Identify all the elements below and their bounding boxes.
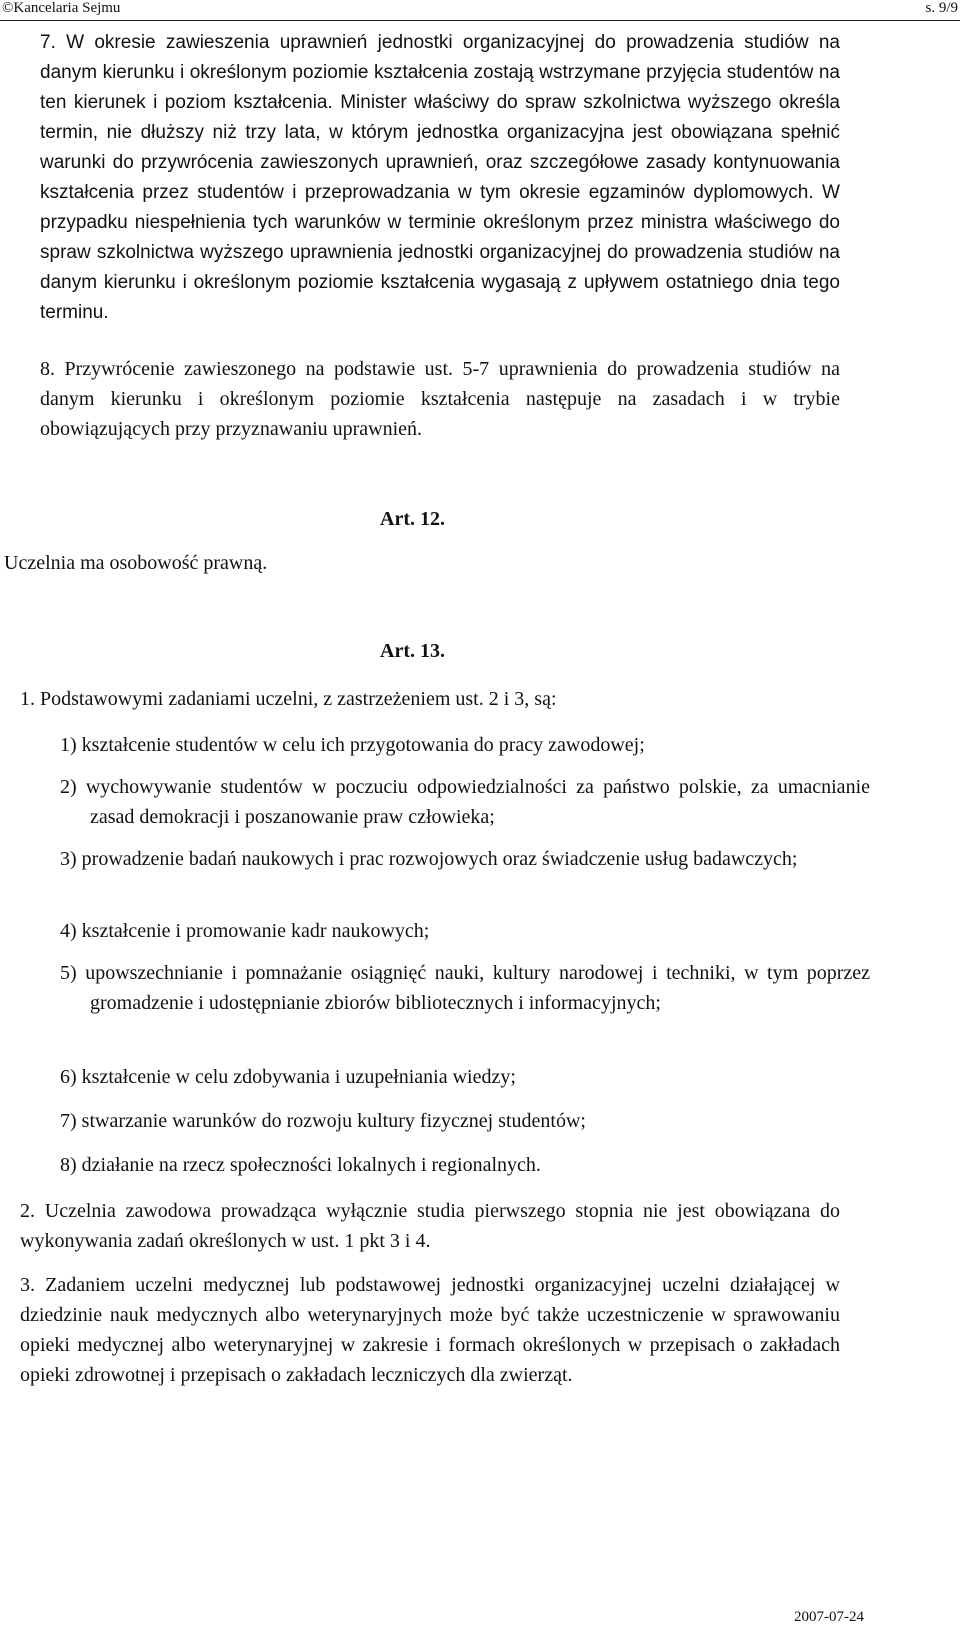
list-item: 7) stwarzanie warunków do rozwoju kultury fizycznej studentów;	[60, 1110, 586, 1132]
article-12-text: Uczelnia ma osobowość prawną.	[4, 552, 268, 574]
article-13-para-2-text: 2. Uczelnia zawodowa prowadząca wyłącznie studia pierwszego stopnia nie jest obowiązana do wykonywania zadań określonych w ust. 1 pkt 3 i 4.	[20, 1200, 840, 1252]
list-item: 5) upowszechnianie i pomnażanie osiągnięć nauki, kultury narodowej i techniki, w tym poprzez gromadzenie i udostępnianie zbiorów bibliotecznych i informacyjnych;	[60, 962, 870, 1014]
article-13-para-1-text: 1. Podstawowymi zadaniami uczelni, z zastrzeżeniem ust. 2 i 3, są:	[20, 688, 557, 710]
list-item: 4) kształcenie i promowanie kadr naukowych;	[60, 920, 430, 942]
list-item: 6) kształcenie w celu zdobywania i uzupełniania wiedzy;	[60, 1066, 516, 1088]
paragraph-7-text: 7. W okresie zawieszenia uprawnień jednostki organizacyjnej do prowadzenia studiów na danym kierunku i określonym poziomie kształcenia zostają wstrzymane przyjęcia studentów na ten kierunek i poziom kształcenia. Minister właściwy do spraw szkolnictwa wyższego określa termin, nie dłuższy niż trzy lata, w którym jednostka organizacyjna jest obowiązana spełnić warunki do przywrócenia zawieszonych uprawnień, oraz szczegółowe zasady kontynuowania kształcenia przez studentów i przeprowadzania w tym okresie egzaminów dyplomowych. W przypadku niespełnienia tych warunków w terminie określonym przez ministra właściwego do spraw szkolnictwa wyższego uprawnienia jednostki organizacyjnej do prowadzenia studiów na danym kierunku i określonym poziomie kształcenia wygasają z upływem ostatniego dnia tego terminu.	[40, 32, 840, 323]
article-12-title: Art. 12.	[380, 508, 445, 530]
page-header	[0, 0, 960, 21]
list-item: 2) wychowywanie studentów w poczuciu odpowiedzialności za państwo polskie, za umacnianie zasad demokracji i poszanowanie praw człowieka;	[60, 776, 870, 828]
footer-date: 2007-07-24	[794, 1609, 864, 1625]
article-13-para-1	[20, 684, 840, 714]
copyright-label: ©Kancelaria Sejmu	[2, 0, 121, 16]
article-13-para-3-text: 3. Zadaniem uczelni medycznej lub podstawowej jednostki organizacyjnej uczelni działającej w dziedzinie nauk medycznych albo weterynaryjnych może być także uczestniczenie w sprawowaniu opieki medycznej albo weterynaryjnej w zakresie i formach określonych w przepisach o zakładach opieki zdrowotnej i przepisach o zakładach leczniczych dla zwierząt.	[20, 1274, 840, 1386]
paragraph-8	[40, 354, 840, 444]
list-item: 3) prowadzenie badań naukowych i prac rozwojowych oraz świadczenie usług badawczych;	[60, 848, 798, 870]
article-13-title: Art. 13.	[380, 640, 445, 662]
list-item: 8) działanie na rzecz społeczności lokalnych i regionalnych.	[60, 1154, 541, 1176]
page-number: s. 9/9	[925, 0, 958, 16]
article-13-para-2	[20, 1196, 840, 1256]
article-12-text-block	[4, 548, 267, 578]
paragraph-8-text: 8. Przywrócenie zawieszonego na podstawie ust. 5-7 uprawnienia do prowadzenia studiów na danym kierunku i określonym poziomie kształcenia następuje na zasadach i w trybie obowiązujących przy przyznawaniu uprawnień.	[40, 358, 840, 440]
list-item: 1) kształcenie studentów w celu ich przygotowania do pracy zawodowej;	[60, 734, 645, 756]
paragraph-7	[40, 28, 840, 328]
article-13-para-3	[20, 1270, 840, 1390]
